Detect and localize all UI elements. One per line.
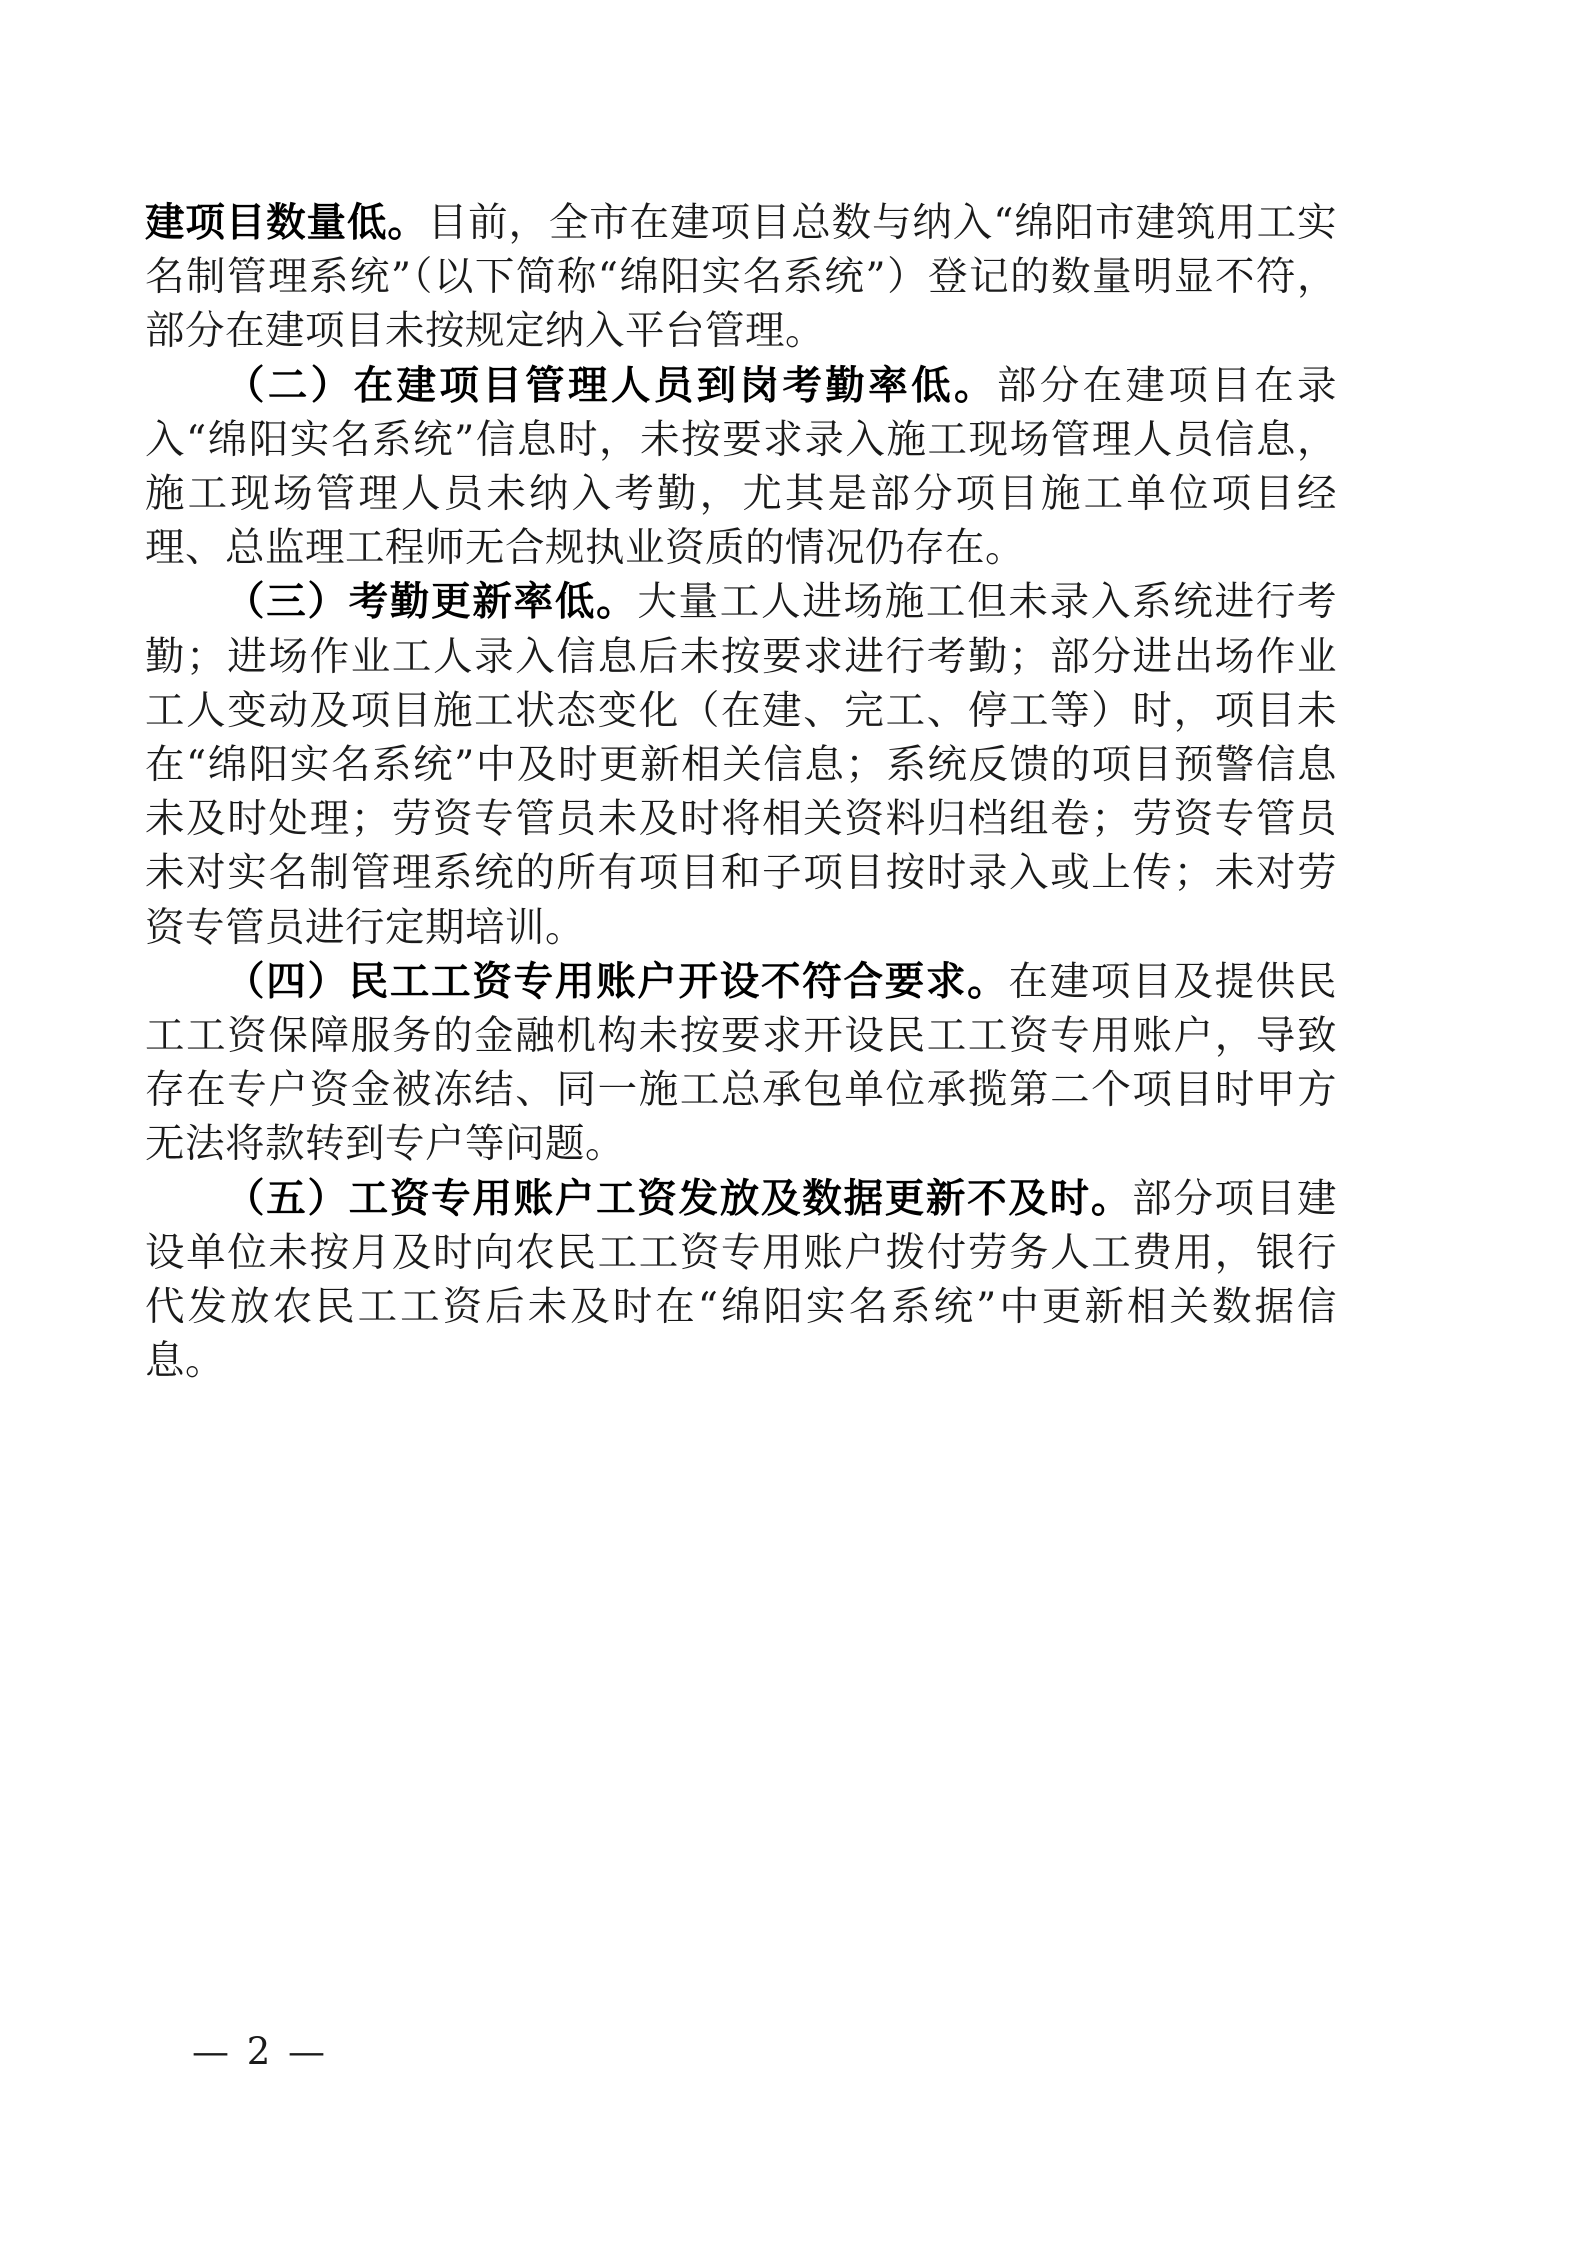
paragraph-body-continued: 目前，全市在建项目总数与纳入“绵阳市建筑用工实名制管理系统”（以下简称“绵阳实名系统”）登记的数量明显不符，部分在建项目未按规定纳入平台管理。 xyxy=(145,200,1337,355)
page-number: — 2 — xyxy=(191,2030,329,2073)
paragraph-lead-section-4: （四）民工工资专用账户开设不符合要求。 xyxy=(225,958,1009,1005)
paragraph-continued xyxy=(145,196,1337,359)
paragraph-lead-section-2: （二）在建项目管理人员到岗考勤率低。 xyxy=(225,362,997,409)
paragraph-section-5 xyxy=(145,1172,1337,1389)
paragraph-section-4 xyxy=(145,955,1337,1172)
paragraph-section-2 xyxy=(145,359,1337,576)
paragraph-lead-section-5: （五）工资专用账户工资发放及数据更新不及时。 xyxy=(225,1175,1133,1222)
document-body xyxy=(145,196,1337,1388)
paragraph-body-section-4: 在建项目及提供民工工资保障服务的金融机构未按要求开设民工工资专用账户，导致存在专户资金被冻结、同一施工总承包单位承揽第二个项目时甲方无法将款转到专户等问题。 xyxy=(145,958,1338,1168)
paragraph-body-section-3: 大量工人进场施工但未录入系统进行考勤；进场作业工人录入信息后未按要求进行考勤；部分进出场作业工人变动及项目施工状态变化（在建、完工、停工等）时，项目未在“绵阳实名系统”中及时更新相关信息；系统反馈的项目预警信息未及时处理；劳资专管员未及时将相关资料归档组卷；劳资专管员未对实名制管理系统的所有项目和子项目按时录入或上传；未对劳资专管员进行定期培训。 xyxy=(145,579,1338,951)
paragraph-lead-section-3: （三）考勤更新率低。 xyxy=(225,579,638,626)
paragraph-body-section-5: 部分项目建设单位未按月及时向农民工工资专用账户拨付劳务人工费用，银行代发放农民工工资后未及时在“绵阳实名系统”中更新相关数据信息。 xyxy=(145,1175,1338,1385)
paragraph-lead-continued: 建项目数量低。 xyxy=(145,200,428,246)
paragraph-section-3 xyxy=(145,575,1337,954)
paragraph-body-section-2: 部分在建项目在录入“绵阳实名系统”信息时，未按要求录入施工现场管理人员信息，施工现场管理人员未纳入考勤，尤其是部分项目施工单位项目经理、总监理工程师无合规执业资质的情况仍存在。 xyxy=(145,362,1338,572)
